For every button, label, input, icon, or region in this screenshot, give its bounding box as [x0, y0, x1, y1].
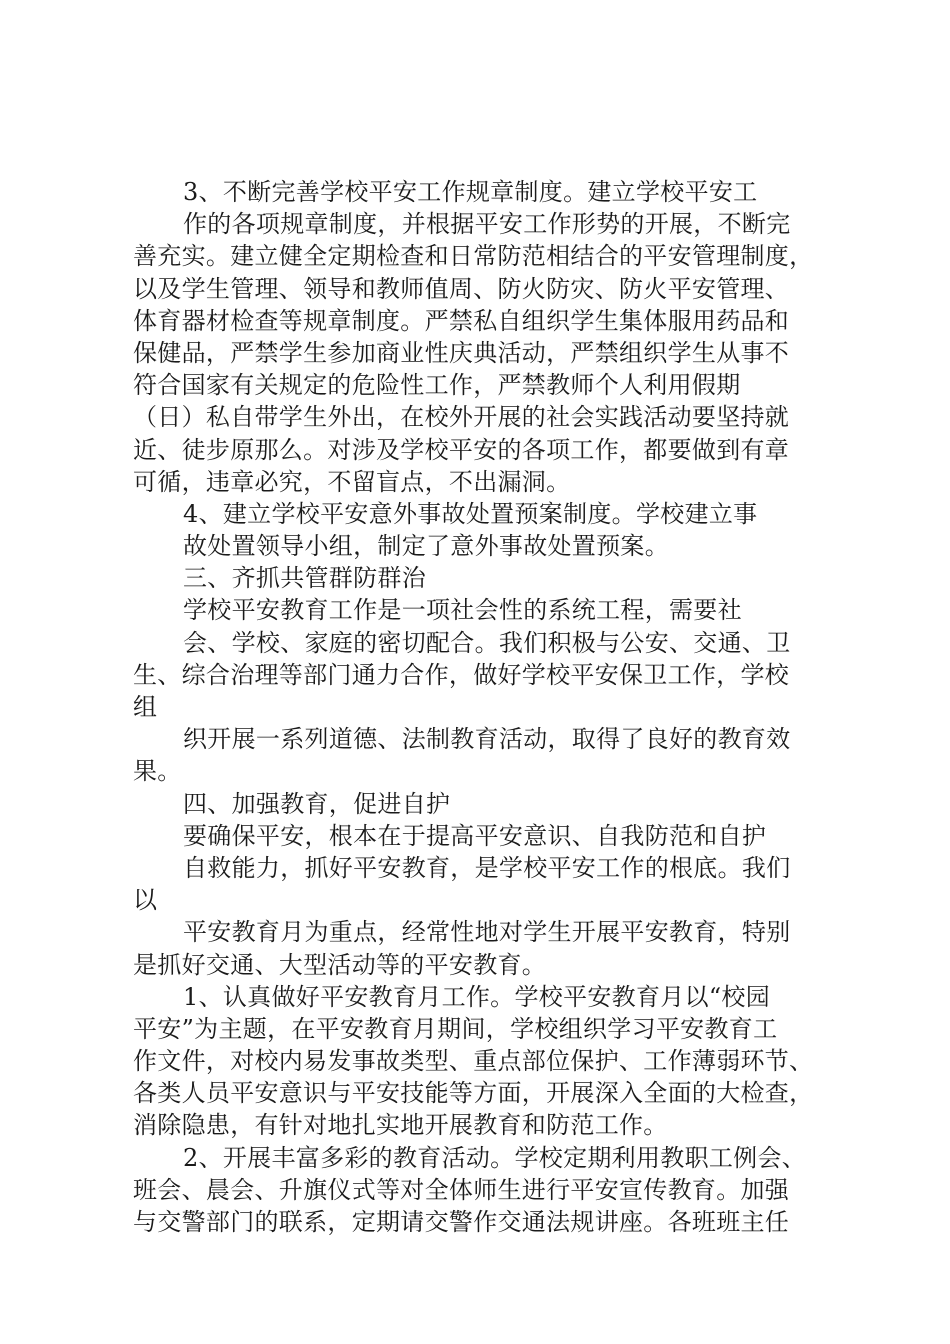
text-line: 近、徒步原那么。对涉及学校平安的各项工作，都要做到有章 [133, 435, 790, 464]
text-line: 可循，违章必究，不留盲点，不出漏洞。 [133, 467, 571, 496]
text-line: 善充实。建立健全定期检查和日常防范相结合的平安管理制度， [133, 242, 814, 271]
text-line: 织开展一系列道德、法制教育活动，取得了良好的教育效 [183, 725, 791, 754]
text-line: 以 [133, 886, 158, 915]
text-line: 平安”为主题，在平安教育月期间，学校组织学习平安教育工 [133, 1014, 778, 1043]
text-line: 学校平安教育工作是一项社会性的系统工程，需要社 [183, 596, 742, 625]
text-line: 3、不断完善学校平安工作规章制度。建立学校平安工 [183, 178, 758, 206]
text-line: 2、开展丰富多彩的教育活动。学校定期利用教职工例会、 [183, 1143, 807, 1172]
text-line: 四、加强教育，促进自护 [183, 789, 451, 818]
text-line: 组 [133, 693, 158, 721]
text-line: 三、齐抓共管群防群治 [183, 564, 426, 593]
text-line: 故处置领导小组，制定了意外事故处置预案。 [183, 532, 669, 561]
text-line: 会、学校、家庭的密切配合。我们积极与公安、交通、卫 [183, 628, 791, 657]
text-line: 自救能力，抓好平安教育，是学校平安工作的根底。我们 [183, 853, 791, 882]
text-line: （日）私自带学生外出，在校外开展的社会实践活动要坚持就 [133, 403, 790, 432]
text-line: 体育器材检查等规章制度。严禁私自组织学生集体服用药品和 [133, 306, 790, 335]
text-line: 作文件，对校内易发事故类型、重点部位保护、工作薄弱环节、 [133, 1047, 814, 1076]
text-line: 作的各项规章制度，并根据平安工作形势的开展，不断完 [183, 210, 791, 239]
text-line: 1、认真做好平安教育月工作。学校平安教育月以“校园 [183, 982, 771, 1011]
text-line: 各类人员平安意识与平安技能等方面，开展深入全面的大检查， [133, 1079, 814, 1108]
text-line: 以及学生管理、领导和教师值周、防火防灾、防火平安管理、 [133, 274, 790, 303]
text-line: 符合国家有关规定的危险性工作，严禁教师个人利用假期 [133, 371, 741, 400]
text-line: 保健品，严禁学生参加商业性庆典活动，严禁组织学生从事不 [133, 338, 790, 367]
text-line: 消除隐患，有针对地扎实地开展教育和防范工作。 [133, 1111, 668, 1140]
text-line: 是抓好交通、大型活动等的平安教育。 [133, 950, 547, 979]
text-line: 4、建立学校平安意外事故处置预案制度。学校建立事 [183, 499, 758, 528]
text-line: 平安教育月为重点，经常性地对学生开展平安教育，特别 [183, 918, 791, 947]
text-line: 要确保平安，根本在于提高平安意识、自我防范和自护 [183, 821, 767, 850]
text-line: 班会、晨会、升旗仪式等对全体师生进行平安宣传教育。加强 [133, 1175, 790, 1204]
text-line: 果。 [133, 757, 182, 786]
document-body [133, 176, 833, 1238]
text-line: 生、综合治理等部门通力合作，做好学校平安保卫工作，学校 [133, 660, 790, 689]
text-line: 与交警部门的联系，定期请交警作交通法规讲座。各班班主任 [133, 1208, 790, 1236]
